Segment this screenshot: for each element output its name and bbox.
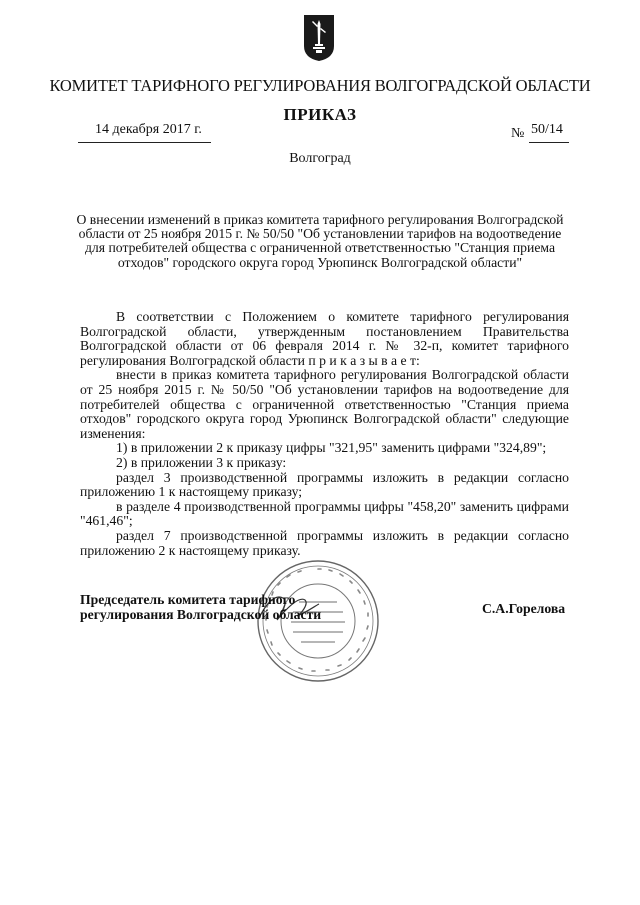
sub-item-2: в разделе 4 производственной программы цифры "458,20" заменить цифрами "461,46"; <box>80 498 569 529</box>
preamble-paragraph: В соответствии с Положением о комитете тарифного регулирования Волгоградской области, утвержденным постановлением Правительства Волгоградской области от 06 февраля 2014 г. № 32-п, комитет тарифного регулирования Волгоградской области п р и к а з ы в а е т: <box>80 309 569 368</box>
document-number: 50/14 <box>531 122 563 137</box>
document-body <box>80 310 569 558</box>
signatory-title-line-1: Председатель комитета тарифного <box>80 592 296 607</box>
sub-item-1: раздел 3 производственной программы изложить в редакции согласно приложению 1 к настоящему приказу; <box>80 469 569 500</box>
document-subject: О внесении изменений в приказ комитета тарифного регулирования Волгоградской области от 25 ноября 2015 г. № 50/50 "Об установлении тарифов на водоотведение для потребителей общества с ограниченной ответственностью "Станция приема отходов" городского округа город Урюпинск Волгоградской области" <box>76 212 564 270</box>
document-city: Волгоград <box>289 151 351 166</box>
date-underline <box>78 142 211 143</box>
number-underline <box>529 142 569 143</box>
signatory-title <box>80 592 321 622</box>
document-type: ПРИКАЗ <box>283 105 357 124</box>
coat-of-arms-icon <box>303 14 335 62</box>
number-sign: № <box>511 126 525 141</box>
sub-item-3: раздел 7 производственной программы изложить в редакции согласно приложению 2 к настоящему приказу. <box>80 527 569 558</box>
intro-paragraph: внести в приказ комитета тарифного регулирования Волгоградской области от 25 ноября 2015 г. № 50/50 "Об установлении тарифов на водоотведение для потребителей общества с ограниченной ответственностью "Станция приема отходов" городского округа город Урюпинск Волгоградской области" следующие изменения: <box>80 367 569 441</box>
item-2: 2) в приложении 3 к приказу: <box>116 454 287 470</box>
signatory-name: С.А.Горелова <box>482 601 566 616</box>
signatory-title-line-2: регулирования Волгоградской области <box>80 607 322 622</box>
item-1: 1) в приложении 2 к приказу цифры "321,95" заменить цифрами "324,89"; <box>116 440 547 456</box>
organization-name: КОМИТЕТ ТАРИФНОГО РЕГУЛИРОВАНИЯ ВОЛГОГРАДСКОЙ ОБЛАСТИ <box>49 76 591 95</box>
document-date: 14 декабря 2017 г. <box>95 122 202 137</box>
